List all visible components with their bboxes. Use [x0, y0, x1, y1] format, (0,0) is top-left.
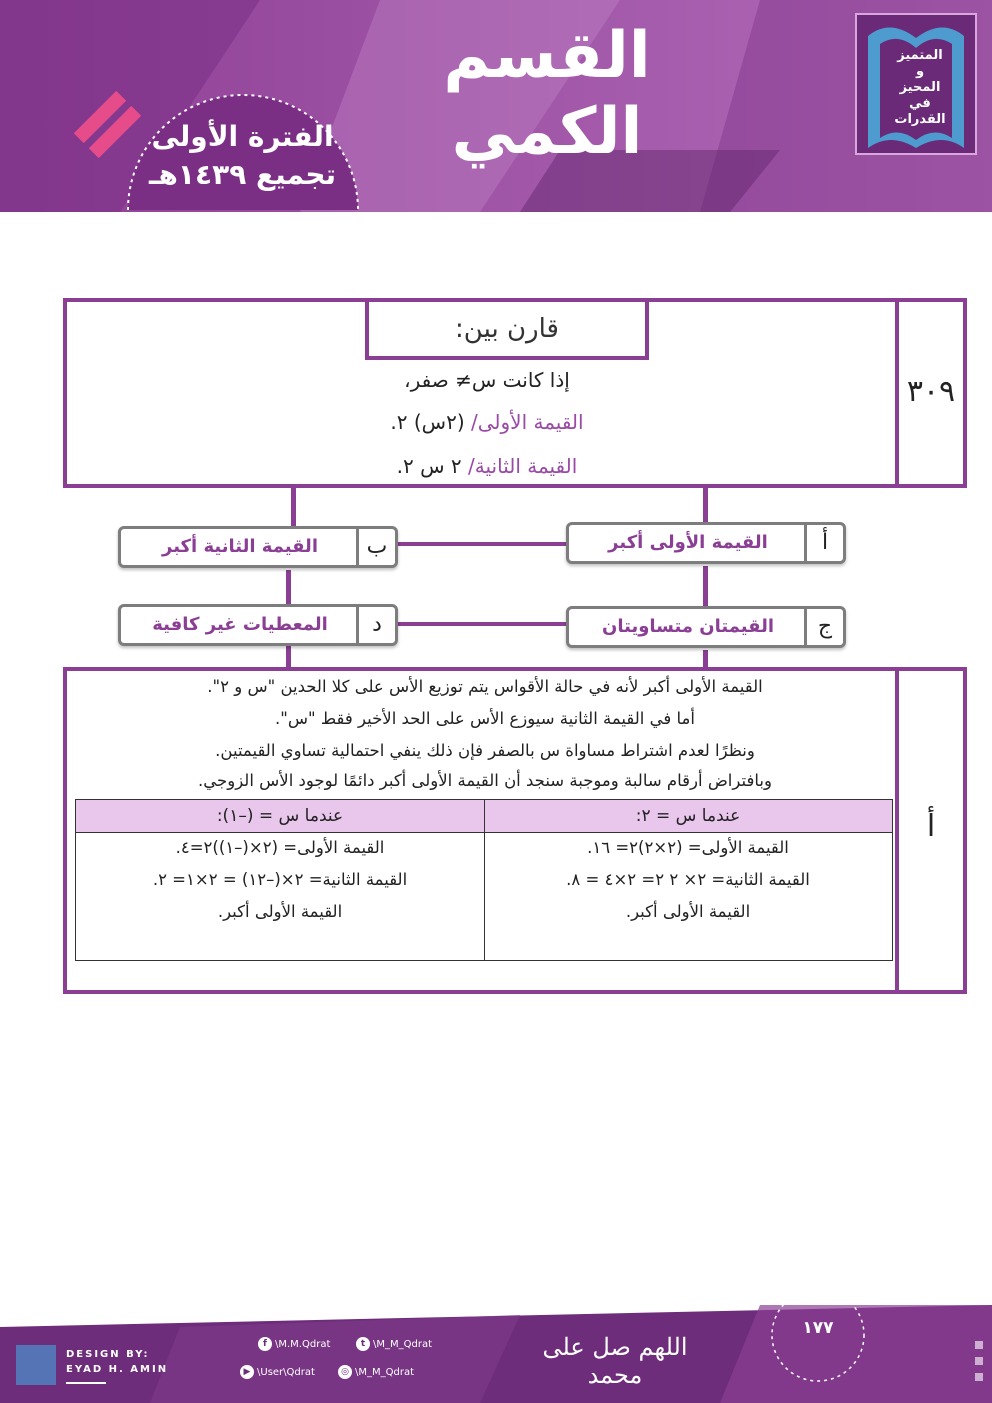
youtube-icon: ▶: [240, 1365, 254, 1379]
value1-label: القيمة الأولى/: [471, 410, 584, 434]
explanation-line: القيمة الأولى أكبر لأنه في حالة الأقواس يتم توزيع الأس على كلا الحدين "س و ٢".: [207, 677, 763, 696]
connector-line: [703, 488, 708, 524]
example-positive: [484, 800, 892, 960]
explanation-line: ونظرًا لعدم اشتراط مساواة س بالصفر فإن ذلك ينفي احتمالية تساوي القيمتين.: [215, 741, 755, 760]
title-line2: الكمي: [451, 95, 643, 169]
question-value1: [67, 410, 907, 434]
connector-line: [286, 646, 291, 668]
option-a[interactable]: [566, 522, 846, 564]
twitter-link[interactable]: t \M_M_Qdrat: [356, 1337, 432, 1351]
connector-line: [703, 650, 708, 668]
youtube-link[interactable]: ▶ \User\Qdrat: [240, 1365, 315, 1379]
example-line: القيمة الأولى أكبر.: [625, 902, 751, 921]
example-table: [75, 799, 893, 961]
option-b[interactable]: [118, 526, 398, 568]
answer-letter-cell: [895, 671, 963, 990]
option-letter: ج: [804, 609, 843, 645]
option-text: القيمة الثانية أكبر: [162, 536, 318, 557]
example-header: عندما س = ٢:: [484, 800, 892, 833]
connector-line: [291, 488, 296, 528]
example-negative: [76, 800, 485, 960]
value1-expr: (٢س) ٢.: [390, 410, 472, 434]
value2-expr: ٢ س ٢.: [396, 454, 469, 478]
page-title: [317, 18, 777, 170]
question-box: [63, 298, 967, 488]
period-line1: الفترة الأولى: [151, 120, 334, 153]
designer-credit: [66, 1347, 168, 1377]
option-text: القيمتان متساويتان: [601, 616, 775, 637]
logo-text: المتميز و المحيز في القدرات: [894, 48, 946, 127]
option-text: القيمة الأولى أكبر: [608, 532, 768, 553]
facebook-link[interactable]: f \M.M.Qdrat: [258, 1337, 330, 1351]
question-prompt: قارن بين:: [365, 302, 649, 360]
facebook-icon: f: [258, 1337, 272, 1351]
calligraphy-text: اللهم صل على محمد: [542, 1333, 688, 1389]
design-line2: EYAD H. AMIN: [66, 1364, 169, 1375]
question-condition: إذا كانت س≠ صفر،: [404, 368, 570, 392]
option-text: المعطيات غير كافية: [152, 614, 328, 635]
answer-box: [63, 667, 967, 994]
value2-label: القيمة الثانية/: [468, 454, 578, 478]
explanation-line: وبافتراض أرقام سالبة وموجبة سنجد أن القيمة الأولى أكبر دائمًا لوجود الأس الزوجي.: [198, 771, 772, 790]
explanation-line: أما في القيمة الثانية سيوزع الأس على الحد الأخير فقط "س".: [275, 709, 695, 728]
connector-line: [703, 566, 708, 606]
instagram-icon: ◎: [338, 1365, 352, 1379]
option-c[interactable]: [566, 606, 846, 648]
option-letter: ب: [356, 529, 395, 565]
example-line: القيمة الأولى= (٢×٢)٢= ١٦.: [587, 838, 789, 857]
connector-line: [396, 622, 568, 626]
question-number: ٣٠٩: [906, 374, 956, 409]
example-line: القيمة الثانية= ٢×(–١٢) = ٢×١= ٢.: [152, 870, 408, 889]
example-line: القيمة الأولى= (٢×(–١))٢=٤.: [175, 838, 385, 857]
page-number: ١٧٧: [802, 1318, 834, 1338]
example-header: عندما س = (–١):: [76, 800, 484, 833]
option-letter: أ: [804, 525, 843, 561]
page-header: [0, 0, 992, 212]
title-line1: القسم: [443, 19, 651, 93]
connector-line: [396, 542, 568, 546]
example-line: القيمة الأولى أكبر.: [217, 902, 343, 921]
twitter-icon: t: [356, 1337, 370, 1351]
instagram-link[interactable]: ◎ \M_M_Qdrat: [338, 1365, 414, 1379]
period-line2: تجميع ١٤٣٩هـ: [148, 158, 337, 191]
question-value2: [67, 454, 907, 478]
connector-line: [286, 570, 291, 606]
design-line1: DESIGN BY:: [66, 1349, 150, 1360]
example-line: القيمة الثانية= ٢× ٢ ٢= ٢×٤ = ٨.: [566, 870, 810, 889]
option-letter: د: [356, 607, 395, 643]
option-d[interactable]: [118, 604, 398, 646]
answer-letter: أ: [926, 809, 936, 844]
